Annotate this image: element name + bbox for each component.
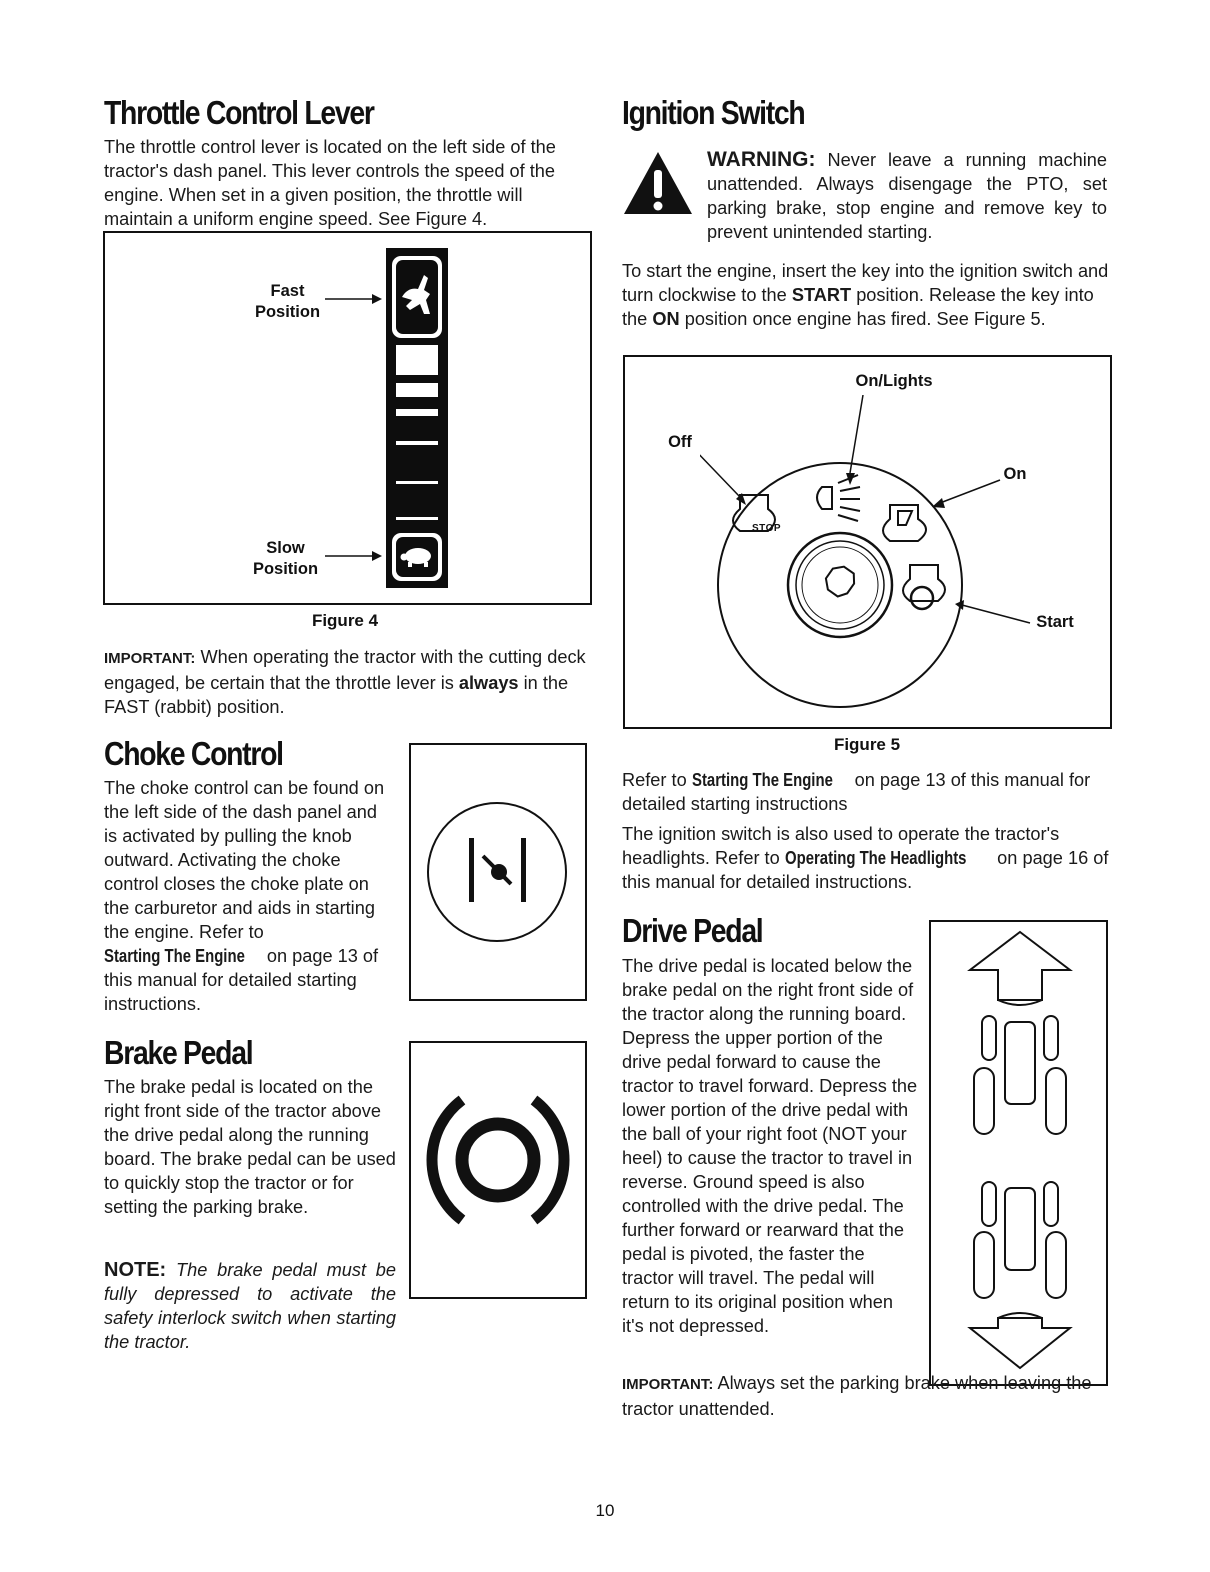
drive-heading: Drive Pedal: [622, 912, 763, 949]
drive-important-note: IMPORTANT: Always set the parking brake when leaving the tractor unattended.: [622, 1373, 1092, 1419]
figure-4-caption: Figure 4: [311, 611, 379, 630]
choke-body: The choke control can be found on the left side of the dash panel and is activated by pulling the knob outward. Activating the choke control closes the choke plate on the carburetor and aids in starting the engine. Refer to Starting The Engine on page 13 of this manual for detailed starting instructions.: [104, 778, 385, 1014]
drive-body: The drive pedal is located below the brake pedal on the right front side of the tractor along the running board. Depress the upper portion of the drive pedal forward to cause the tractor to travel forward. Depress the lower portion of the drive pedal with the ball of your right foot (NOT your heel) to cause the tractor to travel in reverse. Ground speed is also controlled with the drive pedal. The further forward or rearward that the pedal is pivoted, the faster the tractor will travel. The pedal will return to its original position when it's not depressed.: [622, 956, 918, 1336]
ignition-body: To start the engine, insert the key into the ignition switch and turn clockwise to the START position. Release the key into the ON position once engine has fired. See Figure 5.: [622, 261, 1109, 329]
throttle-heading: Throttle Control Lever: [104, 94, 374, 131]
off-label: Off: [668, 433, 692, 451]
fast-position-label: Fast Position: [254, 282, 321, 321]
on-label: On: [1003, 465, 1027, 483]
brake-heading: Brake Pedal: [104, 1034, 253, 1071]
ignition-switch-illustration: [700, 395, 1050, 715]
ignition-warning: WARNING: Never leave a running machine unattended. Always disengage the PTO, set parking brake, stop engine and remove key to prevent unintended starting.: [707, 148, 1107, 242]
brake-note: NOTE: The brake pedal must be fully depressed to activate the safety interlock switch when starting the tractor.: [104, 1259, 396, 1352]
stop-badge-label: STOP: [752, 523, 782, 534]
ignition-headlights-text: The ignition switch is also used to operate the tractor's headlights. Refer to Operating The Headlights on page 16 of this manual for detailed instructions.: [622, 824, 1109, 892]
ignition-heading: Ignition Switch: [622, 94, 805, 131]
throttle-gauge-illustration: [320, 245, 460, 595]
figure-5-caption: Figure 5: [833, 735, 901, 754]
ignition-refer-text: Refer to Starting The Engine on page 13 of this manual for detailed starting instructions: [622, 770, 1091, 814]
choke-icon: [425, 800, 570, 945]
drive-pedal-illustration: [950, 928, 1090, 1378]
choke-heading: Choke Control: [104, 735, 283, 772]
throttle-body: The throttle control lever is located on the left side of the tractor's dash panel. This lever controls the speed of the engine. When set in a given position, the throttle will maintain a uniform engine speed. See Figure 4.: [104, 137, 556, 229]
on-lights-label: On/Lights: [855, 372, 933, 390]
throttle-important-note: IMPORTANT: When operating the tractor with the cutting deck engaged, be certain that the throttle lever is always in the FAST (rabbit) position.: [104, 647, 586, 717]
start-label: Start: [1036, 613, 1074, 631]
brake-body: The brake pedal is located on the right front side of the tractor above the drive pedal along the running board. The brake pedal can be used to quickly stop the tractor or for setting the parking brake.: [104, 1077, 396, 1217]
brake-icon: [418, 1090, 578, 1230]
warning-triangle-icon: [622, 150, 694, 216]
slow-position-label: Slow Position: [252, 539, 319, 578]
page-number: 10: [595, 1501, 615, 1520]
